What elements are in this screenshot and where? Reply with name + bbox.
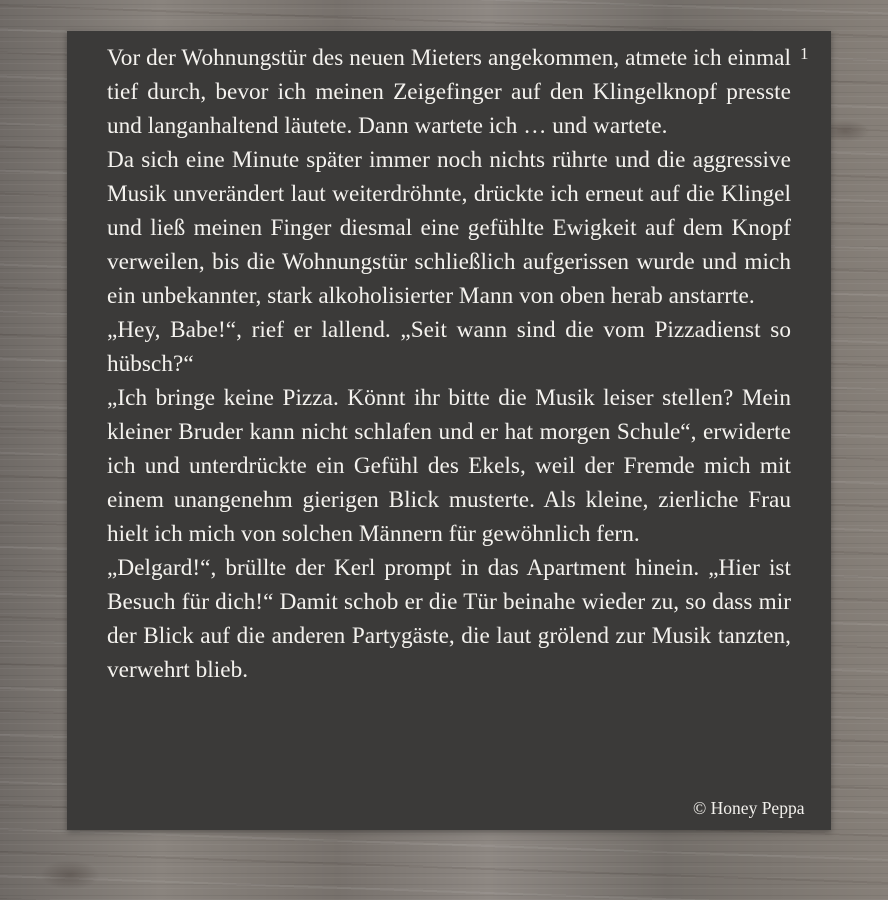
paragraph: „Ich bringe keine Pizza. Könnt ihr bitte die Musik leiser stellen? Mein kleiner Bruder kann nicht schlafen und er hat morgen Schule“, erwiderte ich und unterdrückte ein Gefühl des Ekels, weil der Fremde mich mit einem unangenehm gierigen Blick musterte. Als kleine, zierliche Frau hielt ich mich von solchen Männern für gewöhnlich fern. <box>107 385 791 547</box>
wood-knot <box>40 860 100 890</box>
story-text <box>107 41 791 687</box>
paragraph: Da sich eine Minute später immer noch nichts rührte und die aggressive Musik unverändert laut weiterdröhnte, drückte ich erneut auf die Klingel und ließ meinen Finger diesmal eine gefühlte Ewigkeit auf dem Knopf verweilen, bis die Wohnungstür schließlich aufgerissen wurde und mich ein unbekannter, stark alkoholisierter Mann von oben herab anstarrte. <box>107 147 791 309</box>
page-number: 1 <box>800 44 809 63</box>
paragraph: Vor der Wohnungstür des neuen Mieters angekommen, atmete ich einmal tief durch, bevor ich meinen Zeigefinger auf den Klingelknopf presste und langanhaltend läutete. Dann wartete ich … und wartete. <box>107 45 791 139</box>
paragraph: „Delgard!“, brüllte der Kerl prompt in das Apartment hinein. „Hier ist Besuch für dich!“ Damit schob er die Tür beinahe wieder zu, so dass mir der Blick auf die anderen Partygäste, die laut grölend zur Musik tanzten, verwehrt blieb. <box>107 555 791 683</box>
paragraph: „Hey, Babe!“, rief er lallend. „Seit wann sind die vom Pizzadienst so hübsch?“ <box>107 317 791 377</box>
copyright-notice: © Honey Peppa <box>693 798 805 818</box>
